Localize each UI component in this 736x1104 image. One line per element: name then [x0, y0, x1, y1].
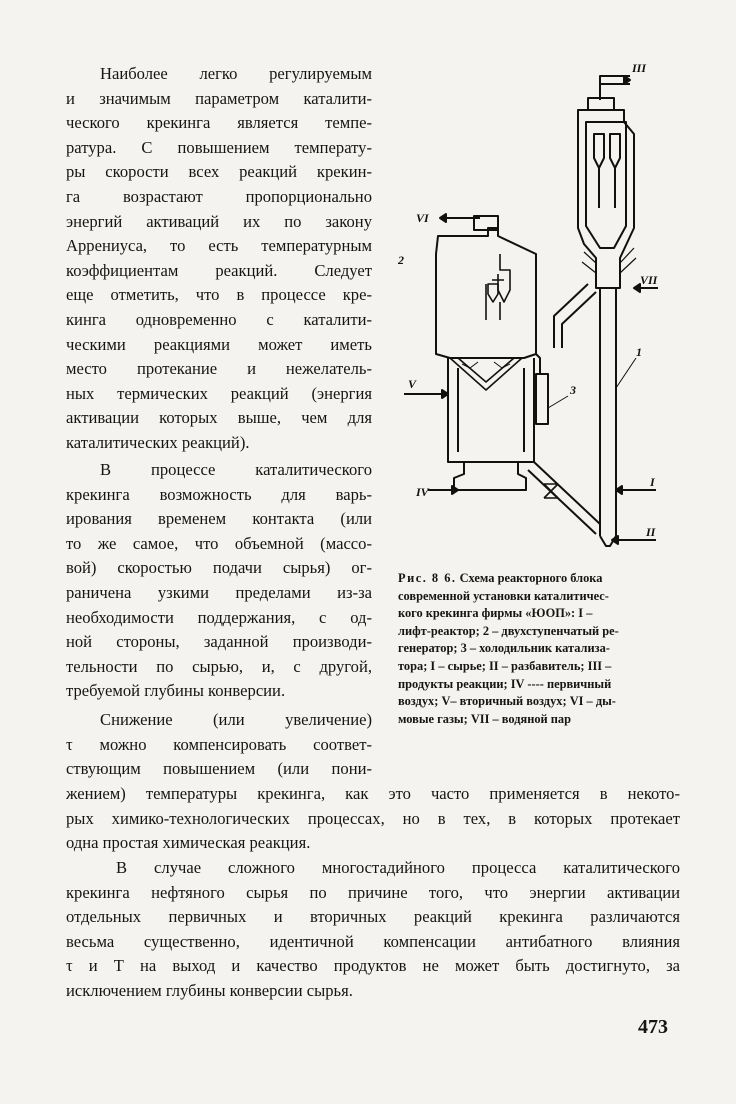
caption-line: тора; I – сырье; II – разбавитель; III –: [398, 658, 612, 673]
text-line: ной стороны, заданной производи-: [66, 632, 372, 652]
arrow-iii: [624, 76, 630, 84]
text-line: то же самое, что объемной (массо-: [66, 533, 372, 553]
text-line: кинга одновременно с каталити-: [66, 309, 372, 329]
text-line: исключением глубины конверсии сырья.: [66, 980, 353, 1000]
text-line: коэффициентам реакций. Следует: [66, 260, 372, 280]
paragraph-3-continued: [66, 782, 680, 856]
text-line: требуемой глубины конверсии.: [66, 681, 286, 701]
text-line: место протекание и нежелатель-: [66, 359, 372, 379]
text-line: Наиболее легко регулируемым: [100, 64, 372, 83]
text-line: ры скорости всех реакций крекин-: [66, 162, 372, 182]
text-line: жением) температуры крекинга, как это часто применяется в некото-: [66, 784, 680, 803]
text-line: вой) скоростью подачи сырья) ог-: [66, 558, 372, 578]
caption-line: продукты реакции; IV ---- первичный: [398, 676, 612, 691]
text-line: В случае сложного многостадийного процесса каталитического: [116, 858, 680, 877]
text-line: одна простая химическая реакция.: [66, 833, 311, 853]
text-line: га возрастают пропорционально: [66, 186, 372, 206]
label-vi: VI: [416, 211, 429, 225]
text-line: ческого крекинга является темпе-: [66, 113, 372, 133]
regenerated-catalyst-line: [528, 462, 600, 534]
text-line: крекинга нефтяного сырья по причине того, что энергии активации: [66, 882, 680, 902]
text-line: тельности по сырью, и, с другой,: [66, 656, 372, 676]
regenerator-lower: [448, 358, 534, 462]
reactor-cyclone-left: [594, 134, 604, 168]
caption-line: мовые газы; VII – водяной пар: [398, 711, 572, 726]
text-line: крекинга возможность для варь-: [66, 484, 372, 504]
figure-caption: [398, 570, 682, 728]
caption-line: генератор; 3 – холодильник катализа-: [398, 641, 610, 656]
caption-line: лифт-реактор; 2 – двухступенчатый ре-: [398, 623, 619, 638]
air-distributor: [450, 358, 522, 390]
text-line: активации которых выше, чем для: [66, 408, 372, 428]
caption-line: кого крекинга фирмы «ЮОП»: I –: [398, 606, 593, 621]
label-i: I: [650, 475, 655, 489]
label-iv: IV: [416, 485, 429, 499]
reactor-cyclone-right: [610, 134, 620, 168]
caption-line: современной установки каталитичес-: [398, 588, 609, 603]
spent-catalyst-line: [554, 284, 596, 348]
text-line: ных термических реакций (энергия: [66, 383, 372, 403]
text-line: ирования временем контакта (или: [66, 509, 372, 529]
text-line: и значимым параметром каталити-: [66, 88, 372, 108]
reactor-block-diagram: [388, 58, 688, 558]
text-line: Снижение (или увеличение): [100, 710, 372, 729]
text-line: ческими реакциями может иметь: [66, 334, 372, 354]
caption-line: воздух; V– вторичный воздух; VI – ды-: [398, 694, 616, 709]
text-line: τ можно компенсировать соответ-: [66, 734, 372, 754]
text-line: Аррениуса, то есть температурным: [66, 236, 372, 256]
catalyst-cooler: [536, 354, 548, 424]
text-line: еще отметить, что в процессе кре-: [66, 285, 372, 305]
label-vii: VII: [640, 273, 658, 287]
label-2: 2: [398, 253, 404, 267]
text-line: τ и Т на выход и качество продуктов не может быть достигнуто, за: [66, 956, 680, 976]
label-v: V: [408, 377, 417, 391]
label-3: 3: [570, 383, 576, 397]
text-line: каталитических реакций).: [66, 432, 250, 452]
label-ii: II: [646, 525, 656, 539]
paragraph-3: [66, 708, 372, 782]
text-line: ратура. С повышением температу-: [66, 137, 372, 157]
text-line: необходимости поддержания, с од-: [66, 607, 372, 627]
primary-air-header: [454, 462, 526, 490]
text-line: ствующим повышением (или пони-: [66, 759, 372, 779]
label-1: 1: [636, 345, 642, 359]
paragraph-4: [66, 856, 680, 1004]
text-line: весьма существенно, идентичной компенсации антибатного влияния: [66, 931, 680, 951]
paragraph-2: [66, 458, 372, 704]
paragraph-1: [66, 62, 372, 456]
label-iii: III: [632, 61, 647, 75]
text-line: энергий активаций их по закону: [66, 211, 372, 231]
page-number: 473: [638, 1016, 668, 1038]
lift-reactor-riser: [600, 288, 616, 546]
text-line: раничена узкими пределами из-за: [66, 582, 372, 602]
text-line: рых химико-технологических процессах, но в тех, в которых протекает: [66, 808, 680, 828]
slide-valve: [544, 484, 558, 498]
caption-line: Рис. 8 6. Схема реакторного блока: [398, 571, 603, 585]
text-line: В процессе каталитического: [100, 460, 372, 479]
text-line: отдельных первичных и вторичных реакций крекинга различаются: [66, 907, 680, 927]
figure-label: Рис. 8 6.: [398, 571, 457, 585]
